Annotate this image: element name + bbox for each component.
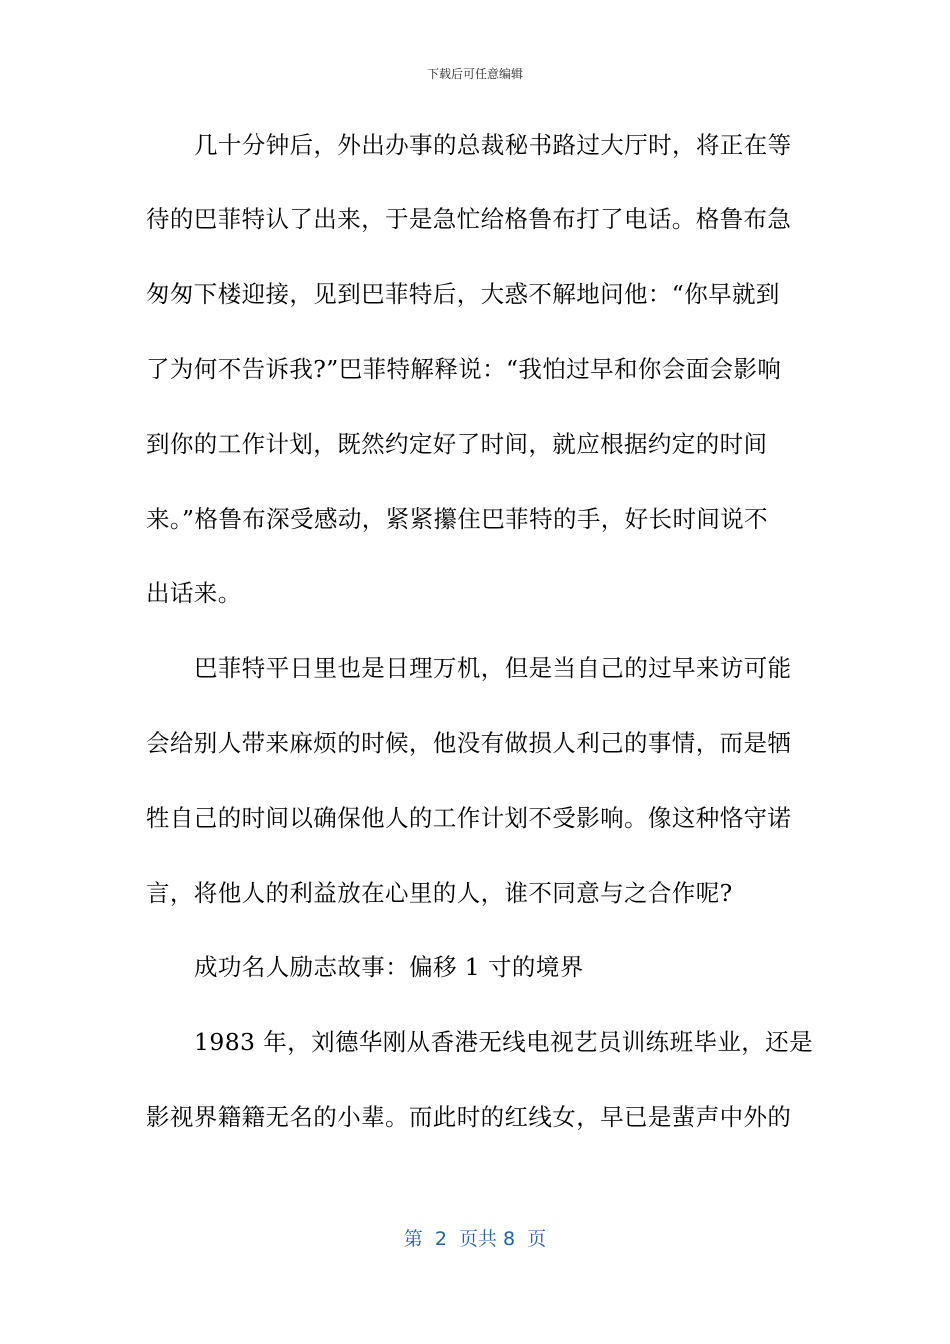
body-line-13: 1983 年，刘德华刚从香港无线电视艺员训练班毕业，还是 <box>194 1028 813 1056</box>
body-line-5: 到你的工作计划，既然约定好了时间，就应根据约定的时间 <box>146 430 768 458</box>
body-line-8: 巴菲特平日里也是日理万机，但是当自己的过早来访可能 <box>194 654 792 682</box>
body-line-11: 言，将他人的利益放在心里的人，谁不同意与之合作呢? <box>146 879 733 907</box>
body-line-7: 出话来。 <box>146 579 242 607</box>
body-line-1: 几十分钟后，外出办事的总裁秘书路过大厅时，将正在等 <box>194 131 792 159</box>
section-heading: 成功名人励志故事：偏移 1 寸的境界 <box>194 953 584 981</box>
body-line-6: 来。”格鲁布深受感动，紧紧攥住巴菲特的手，好长时间说不 <box>146 505 769 533</box>
body-line-4: 了为何不告诉我?”巴菲特解释说：“我怕过早和你会面会影响 <box>146 355 782 383</box>
page-header-note: 下载后可任意编辑 <box>426 67 523 81</box>
body-line-2: 待的巴菲特认了出来，于是急忙给格鲁布打了电话。格鲁布急 <box>146 205 792 233</box>
page-number-footer: 第 2 页共 8 页 <box>403 1228 547 1250</box>
body-line-14: 影视界籍籍无名的小辈。而此时的红线女，早已是蜚声中外的 <box>146 1103 792 1131</box>
body-line-3: 匆匆下楼迎接，见到巴菲特后，大惑不解地问他：“你早就到 <box>146 280 780 308</box>
body-line-10: 牲自己的时间以确保他人的工作计划不受影响。像这种恪守诺 <box>146 804 792 832</box>
body-line-9: 会给别人带来麻烦的时候，他没有做损人利己的事情，而是牺 <box>146 729 792 757</box>
